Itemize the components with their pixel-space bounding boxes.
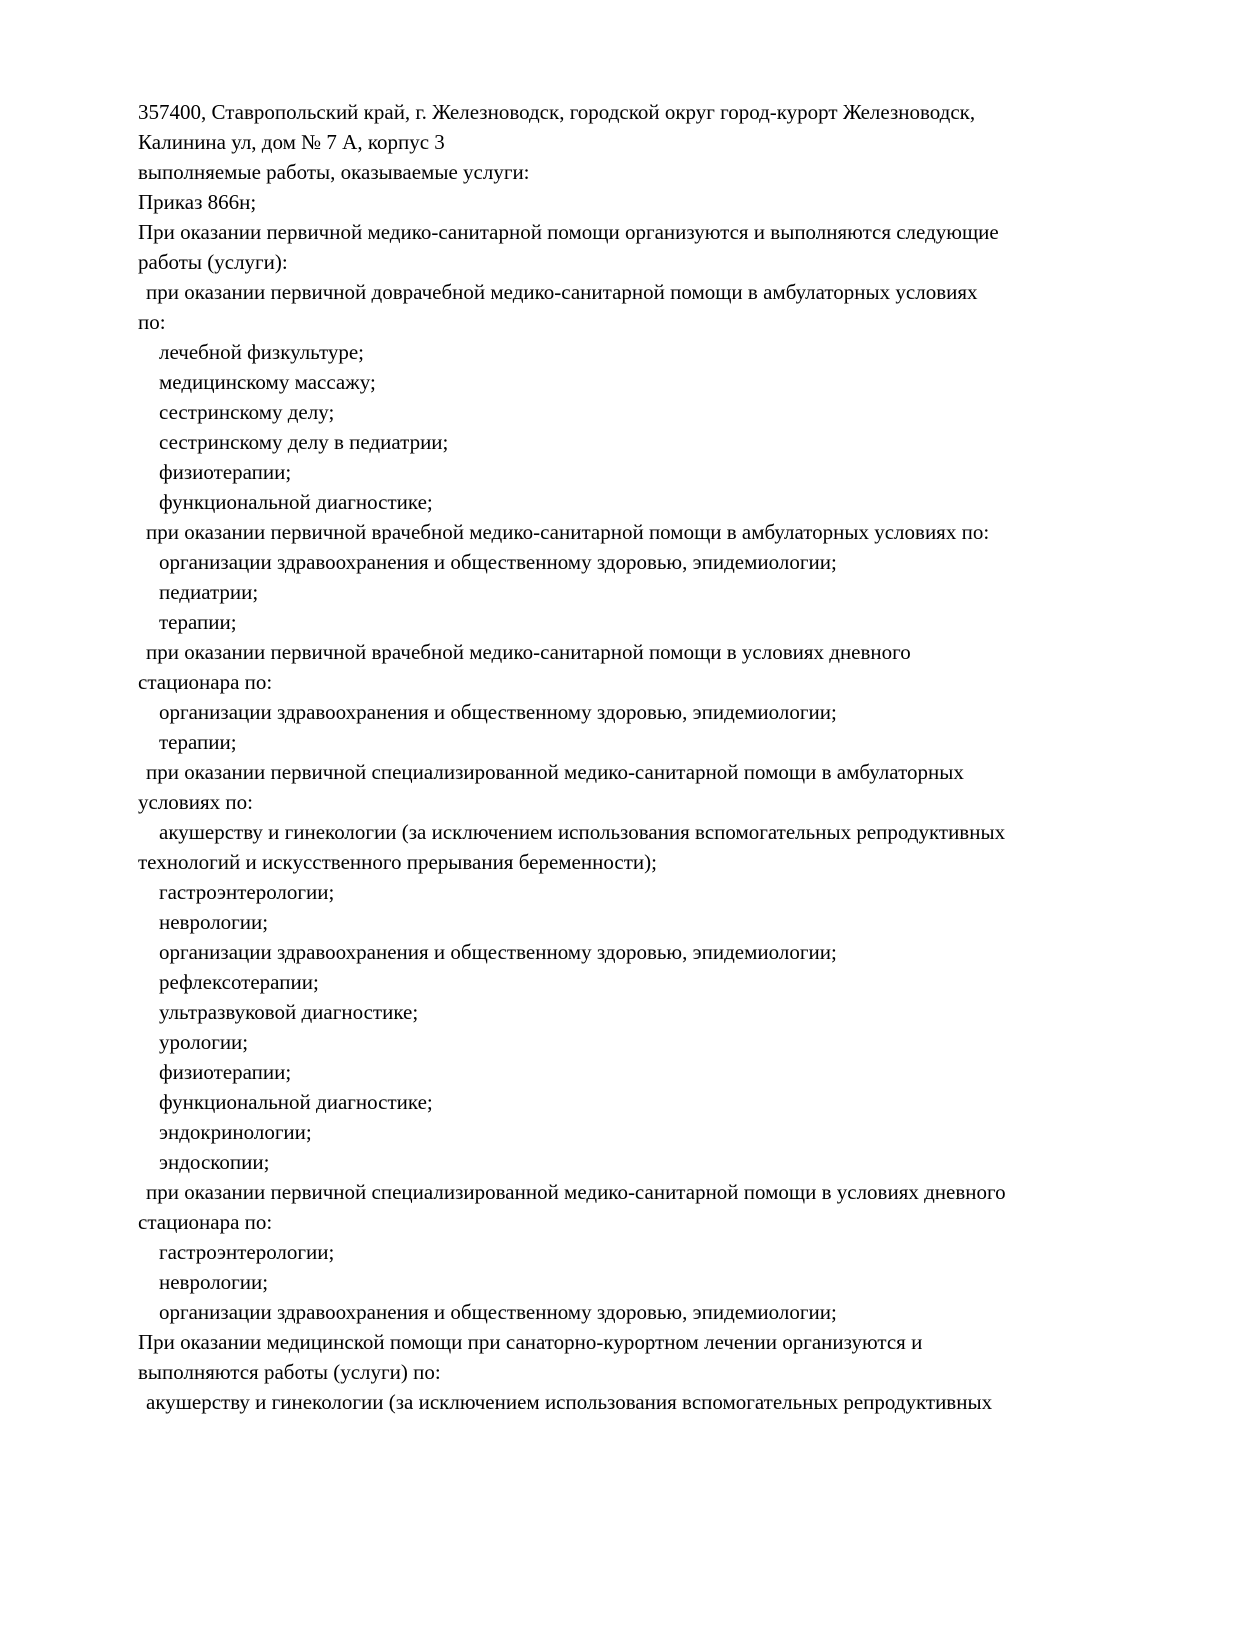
text-line: педиатрии; — [159, 580, 259, 604]
text-line: акушерству и гинекологии (за исключением использования вспомогательных репродуктивных — [146, 1390, 993, 1414]
text-line: Приказ 866н; — [138, 190, 257, 214]
text-line: стационара по: — [138, 670, 273, 694]
text-line: терапии; — [159, 610, 237, 634]
text-line: по: — [138, 310, 166, 334]
text-line: выполняются работы (услуги) по: — [138, 1360, 441, 1384]
text-line: при оказании первичной врачебной медико-санитарной помощи в амбулаторных условиях по: — [146, 520, 990, 544]
text-line: выполняемые работы, оказываемые услуги: — [138, 160, 530, 184]
text-line: гастроэнтерологии; — [159, 880, 335, 904]
text-line: При оказании медицинской помощи при санаторно-курортном лечении организуются и — [138, 1330, 923, 1354]
text-line: гастроэнтерологии; — [159, 1240, 335, 1264]
text-line: ультразвуковой диагностике; — [159, 1000, 419, 1024]
text-line: терапии; — [159, 730, 237, 754]
text-line: при оказании первичной доврачебной медико-санитарной помощи в амбулаторных условиях — [146, 280, 978, 304]
text-line: лечебной физкультуре; — [159, 340, 365, 364]
text-line: эндоскопии; — [159, 1150, 270, 1174]
text-line: сестринскому делу; — [159, 400, 335, 424]
text-line: медицинскому массажу; — [159, 370, 376, 394]
text-line: технологий и искусственного прерывания беременности); — [138, 850, 657, 874]
text-line: рефлексотерапии; — [159, 970, 319, 994]
text-line: работы (услуги): — [138, 250, 288, 274]
text-line: Калинина ул, дом № 7 А, корпус 3 — [138, 130, 445, 154]
text-line: условиях по: — [138, 790, 253, 814]
text-line: стационара по: — [138, 1210, 273, 1234]
text-line: неврологии; — [159, 910, 269, 934]
text-line: при оказании первичной специализированной медико-санитарной помощи в условиях дневного — [146, 1180, 1006, 1204]
text-line: эндокринологии; — [159, 1120, 312, 1144]
text-line: организации здравоохранения и общественному здоровью, эпидемиологии; — [159, 550, 837, 574]
text-line: При оказании первичной медико-санитарной помощи организуются и выполняются следующие — [138, 220, 999, 244]
text-line: физиотерапии; — [159, 1060, 292, 1084]
text-line: организации здравоохранения и общественному здоровью, эпидемиологии; — [159, 700, 837, 724]
text-line: сестринскому делу в педиатрии; — [159, 430, 449, 454]
document-text-block — [138, 97, 1006, 1417]
text-line: акушерству и гинекологии (за исключением использования вспомогательных репродуктивных — [159, 820, 1006, 844]
text-line: функциональной диагностике; — [159, 1090, 433, 1114]
text-line: при оказании первичной специализированной медико-санитарной помощи в амбулаторных — [146, 760, 964, 784]
text-line: организации здравоохранения и общественному здоровью, эпидемиологии; — [159, 1300, 837, 1324]
text-line: физиотерапии; — [159, 460, 292, 484]
text-line: функциональной диагностике; — [159, 490, 433, 514]
text-line: урологии; — [159, 1030, 249, 1054]
text-line: неврологии; — [159, 1270, 269, 1294]
text-line: при оказании первичной врачебной медико-санитарной помощи в условиях дневного — [146, 640, 911, 664]
text-line: 357400, Ставропольский край, г. Железноводск, городской округ город-курорт Железноводск, — [138, 100, 976, 124]
text-line: организации здравоохранения и общественному здоровью, эпидемиологии; — [159, 940, 837, 964]
